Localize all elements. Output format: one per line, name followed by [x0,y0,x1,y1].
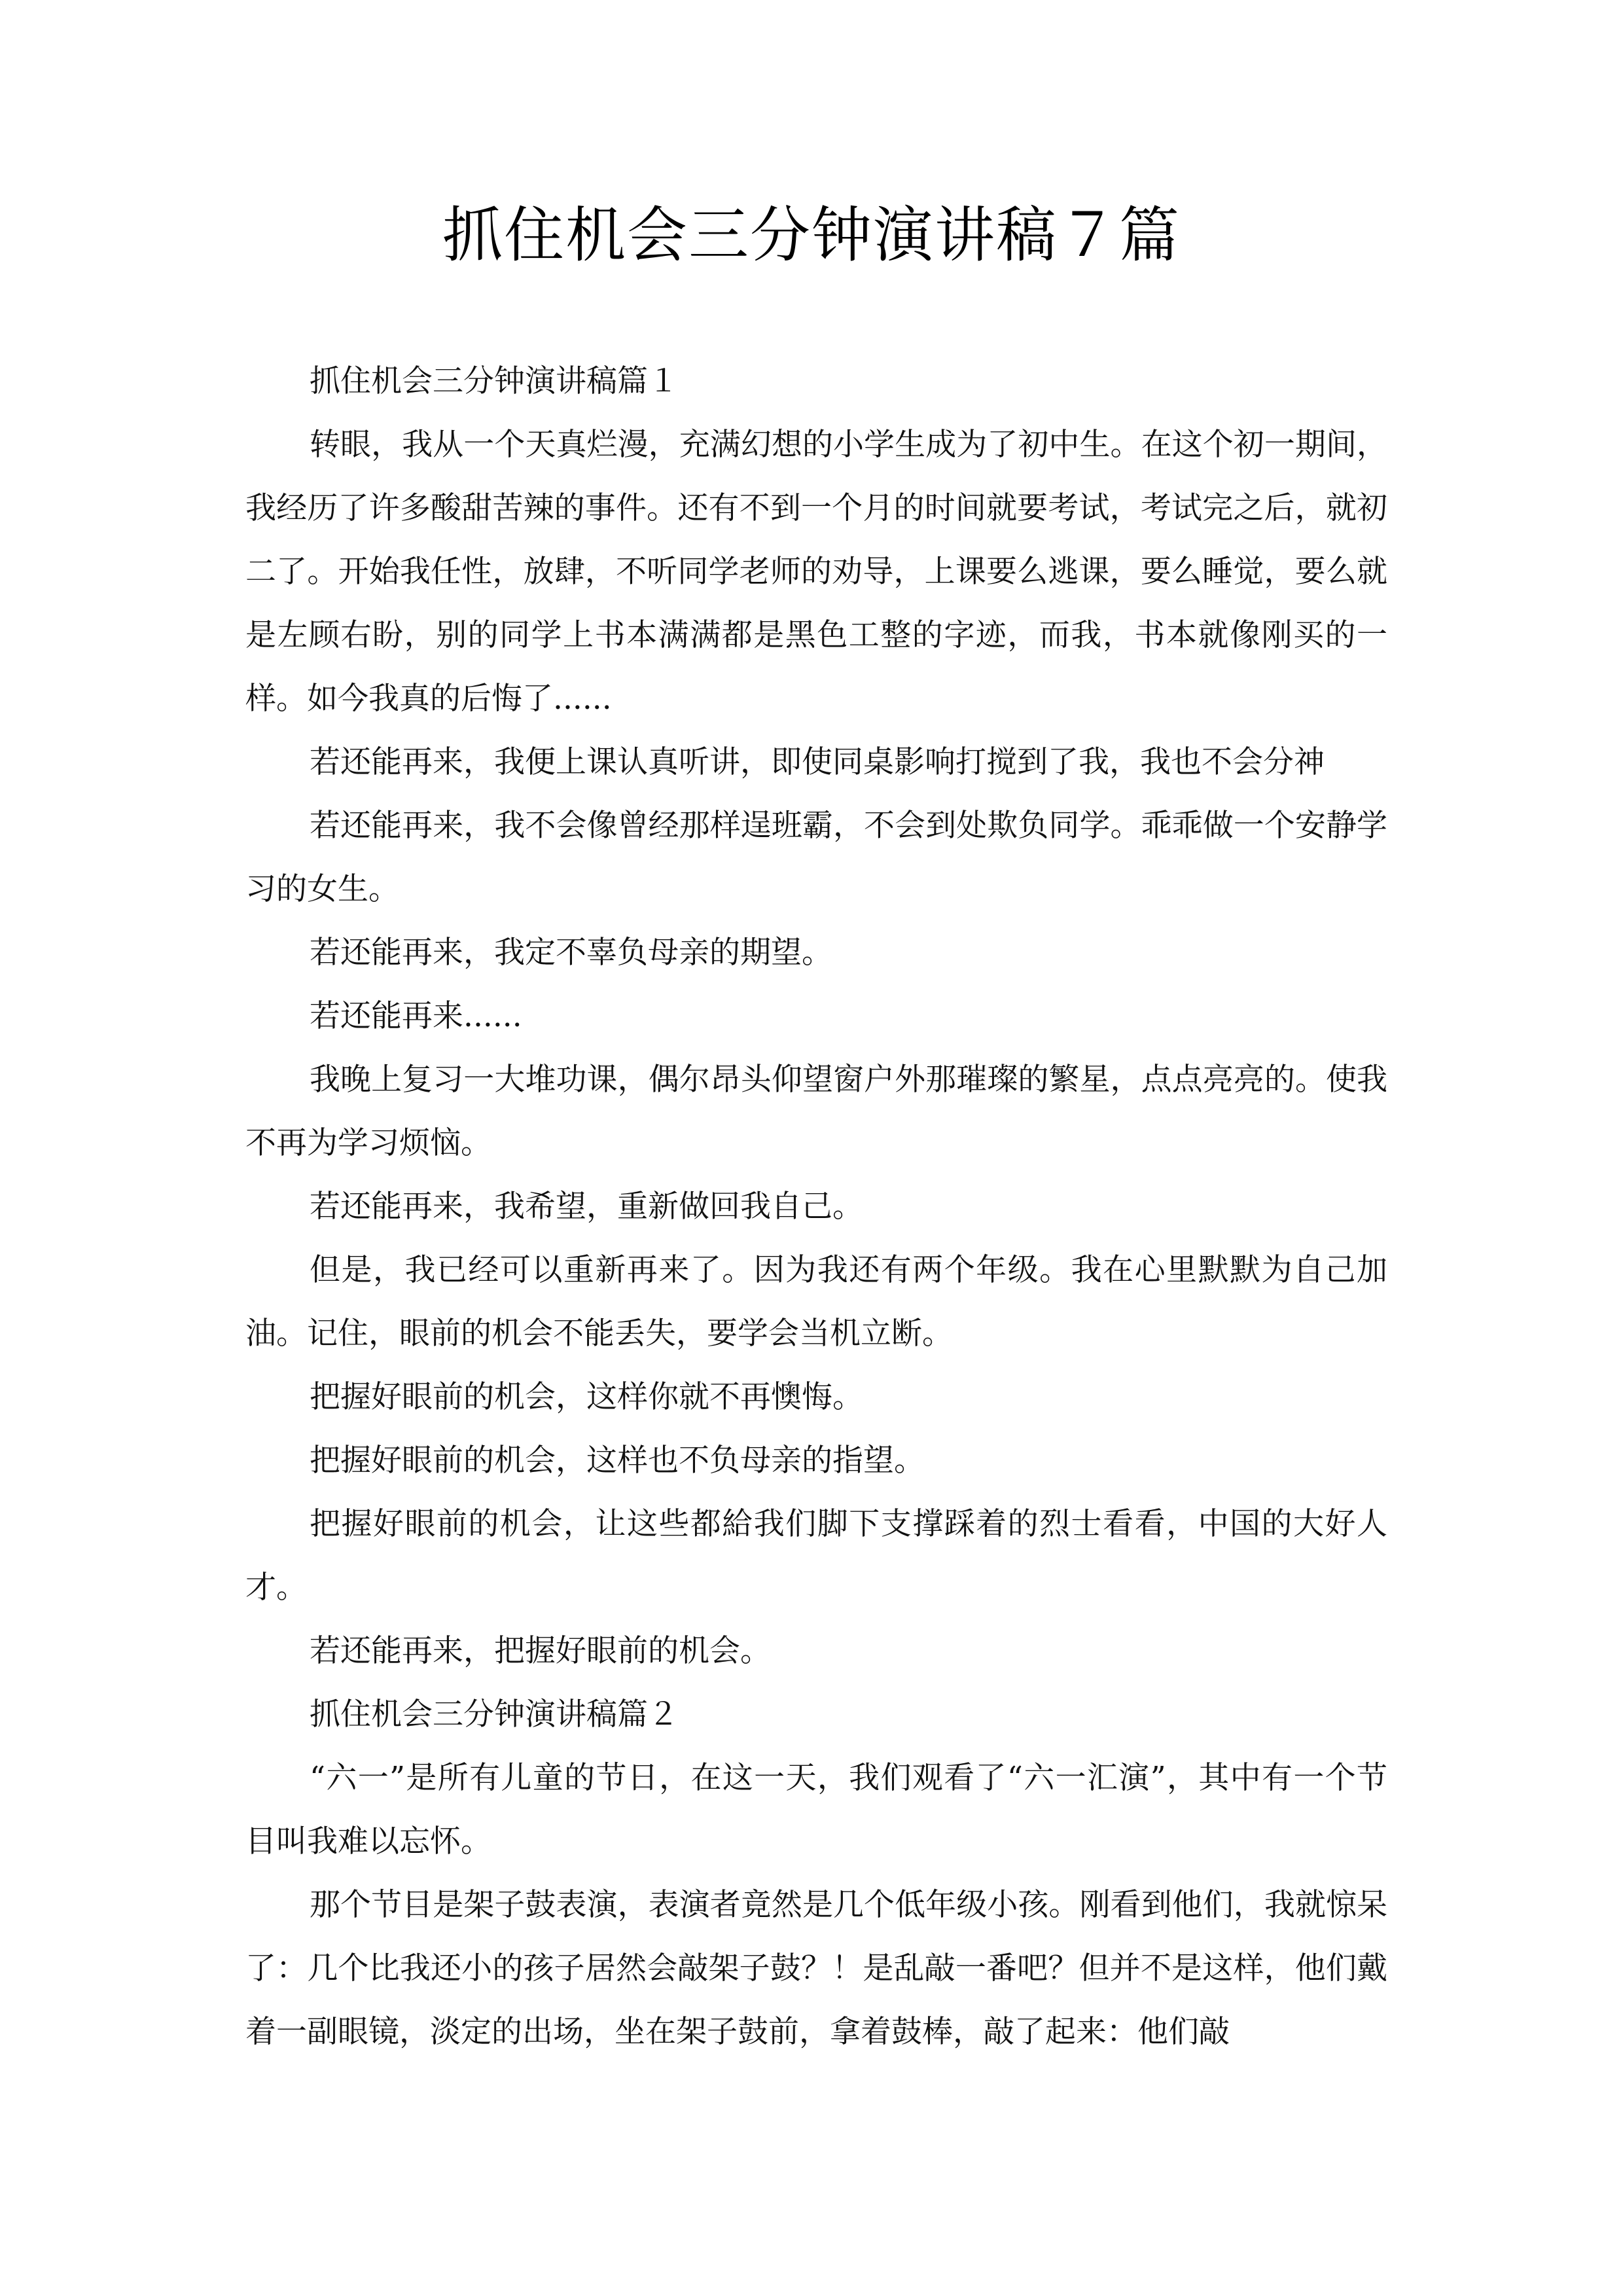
paragraph: 若还能再来，我希望，重新做回我自己。 [310,1189,863,1225]
section-heading-2: 抓住机会三分钟演讲稿篇２ [310,1696,679,1732]
paragraph: 若还能再来，我不会像曾经那样逞班霸，不会到处欺负同学。乖乖做一个安静学习的女生。 [245,808,1387,907]
paragraph: 把握好眼前的机会，这样你就不再懊悔。 [310,1379,863,1415]
section-heading-1: 抓住机会三分钟演讲稿篇１ [310,363,679,399]
paragraph: 但是，我已经可以重新再来了。因为我还有两个年级。我在心里默默为自己加油。记住，眼前的机会不能丢失，要学会当机立断。 [245,1252,1387,1352]
paragraph: 我晚上复习一大堆功课，偶尔昂头仰望窗户外那璀璨的繁星，点点亮亮的。使我不再为学习烦恼。 [245,1062,1387,1161]
paragraph: “六一”是所有儿童的节日，在这一天，我们观看了“六一汇演”，其中有一个节目叫我难以忘怀。 [245,1760,1387,1859]
paragraph: 若还能再来，我定不辜负母亲的期望。 [310,935,832,971]
paragraph: 若还能再来，把握好眼前的机会。 [310,1633,771,1669]
paragraph: 把握好眼前的机会，让这些都給我们脚下支撑踩着的烈士看看，中国的大好人才。 [245,1506,1387,1605]
document-title: 抓住机会三分钟演讲稿７篇 [442,200,1181,270]
paragraph: 那个节目是架子鼓表演，表演者竟然是几个低年级小孩。刚看到他们，我就惊呆了：几个比我还小的孩子居然会敲架子鼓？！是乱敲一番吧？但并不是这样，他们戴着一副眼镜，淡定的出场，坐在架子鼓前，拿着鼓棒，敲了起来：他们敲 [245,1887,1387,2050]
paragraph: 若还能再来...... [310,998,522,1034]
paragraph: 若还能再来，我便上课认真听讲，即使同桌影响打搅到了我，我也不会分神 [310,744,1325,780]
paragraph: 转眼，我从一个天真烂漫，充满幻想的小学生成为了初中生。在这个初一期间，我经历了许多酸甜苦辣的事件。还有不到一个月的时间就要考试，考试完之后，就初二了。开始我任性，放肆，不听同学老师的劝导，上课要么逃课，要么睡觉，要么就是左顾右盼，别的同学上书本满满都是黑色工整的字迹，而我，书本就像刚买的一样。如今我真的后悔了...... [245,427,1387,717]
paragraph: 把握好眼前的机会，这样也不负母亲的指望。 [310,1443,925,1479]
document-body [245,350,1387,2064]
